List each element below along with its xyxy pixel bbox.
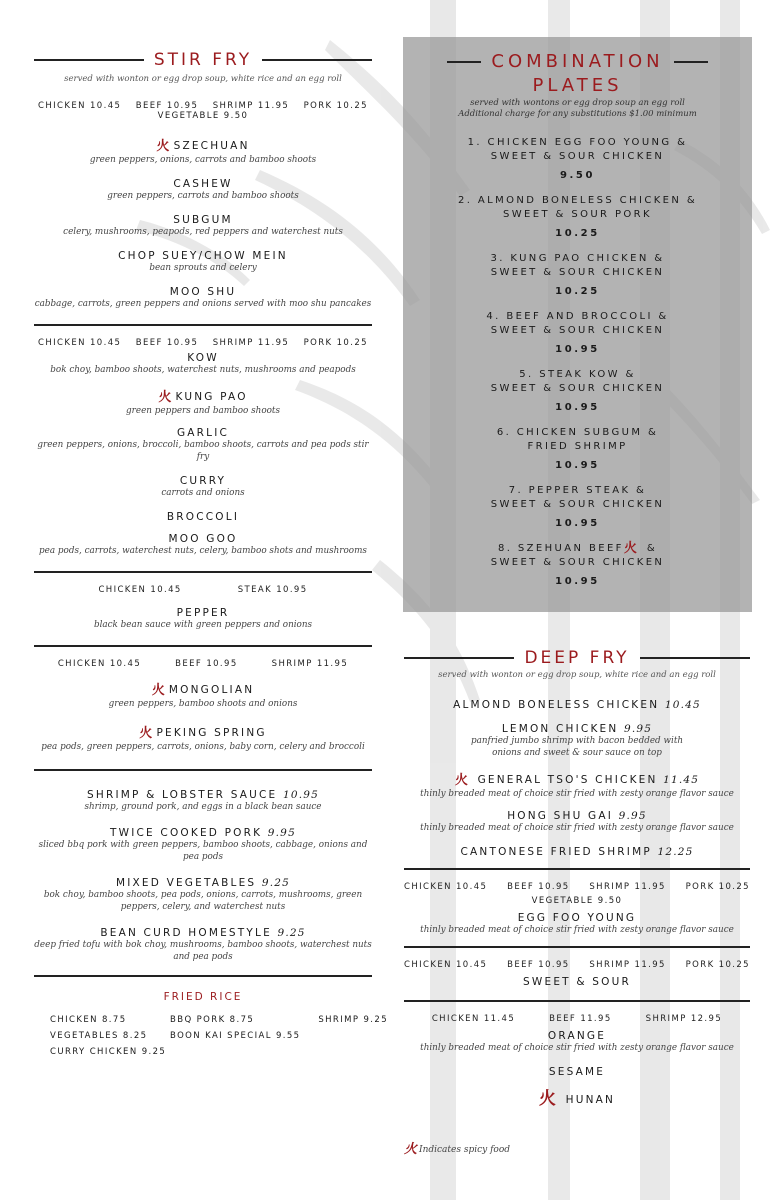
divider (404, 868, 750, 870)
price: BEEF 10.95 (507, 960, 570, 970)
price: CHICKEN 10.45 (38, 338, 122, 348)
item-desc: sliced bbq pork with green peppers, bamboo shoots, cabbage, onions and pea pods (38, 840, 368, 862)
item-name: HUNAN (565, 1094, 616, 1106)
price-row (404, 960, 750, 970)
menu-item (34, 178, 372, 202)
rule (447, 61, 481, 63)
footnote-text: Indicates spicy food (419, 1145, 511, 1155)
item-name: LEMON CHICKEN (501, 723, 619, 735)
price-row (34, 101, 372, 111)
spicy-icon: 火 (156, 139, 172, 154)
fried-rice-list (34, 1015, 388, 1057)
combo-price: 10.95 (555, 402, 600, 413)
combo-line: 8. SZEHUAN BEEF (497, 543, 624, 554)
menu-item (34, 533, 372, 557)
item-desc: black bean sauce with green peppers and onions (93, 620, 313, 630)
item-price: 10.95 (282, 789, 320, 801)
menu-item (34, 214, 372, 238)
divider (404, 1000, 750, 1002)
price: BEEF 10.95 (175, 659, 238, 669)
item-price: 9.25 (261, 877, 291, 889)
item-name: CURRY (179, 475, 227, 487)
combo-price: 10.25 (555, 286, 600, 297)
rule (262, 59, 372, 61)
spicy-icon: 火 (151, 683, 167, 698)
rule (404, 657, 514, 659)
item-name: GENERAL TSO'S CHICKEN (477, 774, 658, 786)
item-name: SZECHUAN (173, 140, 250, 152)
divider (34, 769, 372, 771)
item-name: PEPPER (176, 607, 230, 619)
price: SHRIMP 12.95 (645, 1014, 723, 1024)
item-desc: green peppers, onions, carrots and bamboo shoots (89, 155, 317, 165)
item-desc: carrots and onions (161, 488, 245, 498)
item-name: CHOP SUEY/CHOW MEIN (118, 250, 288, 262)
stir-fry-title: STIR FRY (153, 50, 253, 70)
menu-item (34, 475, 372, 499)
menu-item (34, 250, 372, 274)
list-item: CURRY CHICKEN 9.25 (50, 1047, 167, 1057)
rule (640, 657, 750, 659)
price: SHRIMP 11.95 (589, 960, 666, 970)
price: BEEF 10.95 (135, 338, 199, 348)
combination-title-line1: COMBINATION (491, 51, 664, 72)
menu-item (404, 810, 750, 834)
item-desc: thinly breaded meat of choice stir fried with zesty orange flavor sauce (420, 789, 734, 799)
spicy-icon: 火 (158, 390, 174, 405)
price: BEEF 10.95 (507, 882, 570, 892)
item-name: SWEET & SOUR (523, 976, 631, 988)
item-desc: pea pods, carrots, waterchest nuts, celery, bamboo shots and mushrooms (39, 546, 367, 556)
price: CHICKEN 10.45 (404, 882, 488, 892)
menu-item (404, 1084, 750, 1109)
item-name: ALMOND BONELESS CHICKEN (453, 699, 660, 711)
price: BEEF 10.95 (135, 101, 199, 111)
divider (34, 645, 372, 647)
menu-item (34, 511, 372, 523)
deep-fry-subtitle: served with wonton or egg drop soup, white rice and an egg roll (438, 670, 716, 680)
combo-line: 2. ALMOND BONELESS CHICKEN & (457, 195, 698, 206)
price: CHICKEN 10.45 (98, 585, 182, 595)
menu-item (34, 827, 372, 863)
menu-item (404, 912, 750, 936)
combo-line: 1. CHICKEN EGG FOO YOUNG & (467, 137, 688, 148)
item-desc: green peppers and bamboo shoots (126, 406, 280, 416)
price: SHRIMP 11.95 (271, 659, 349, 669)
combo-line: 5. STEAK KOW & (519, 369, 636, 380)
rule (674, 61, 708, 63)
deep-fry-title: DEEP FRY (524, 648, 630, 668)
combo-item (403, 310, 752, 355)
item-price: 12.25 (657, 846, 694, 858)
spicy-icon: 火 (404, 1142, 418, 1157)
price-row (404, 882, 750, 892)
divider (34, 324, 372, 326)
item-price: 11.45 (663, 774, 700, 786)
price-row (34, 338, 372, 348)
menu-item (34, 286, 372, 310)
menu-item (404, 976, 750, 988)
item-desc: thinly breaded meat of choice stir fried with zesty orange flavor sauce (420, 823, 734, 833)
item-price: 9.25 (277, 927, 306, 939)
menu-item (34, 427, 372, 463)
combination-subtitle: served with wontons or egg drop soup an egg roll (470, 98, 685, 108)
item-name: EGG FOO YOUNG (517, 912, 637, 924)
menu-item (404, 723, 750, 759)
combo-line: SWEET & SOUR CHICKEN (490, 267, 665, 278)
item-desc: cabbage, carrots, green peppers and onions served with moo shu pancakes (34, 299, 372, 309)
price: PORK 10.25 (303, 338, 368, 348)
spicy-icon: 火 (623, 541, 640, 556)
list-item: CHICKEN 8.75 (50, 1015, 127, 1025)
combo-item (403, 194, 752, 239)
combination-column (403, 50, 752, 587)
menu-item (34, 679, 372, 710)
combination-note: Additional charge for any substitutions $1.00 minimum (458, 109, 697, 119)
item-desc: bean sprouts and celery (149, 263, 257, 273)
price: VEGETABLE 9.50 (157, 111, 249, 121)
item-name: MONGOLIAN (168, 684, 255, 696)
item-desc: bok choy, bamboo shoots, pea pods, onions, carrots, mushrooms, green peppers, celery, and waterchest nuts (43, 890, 363, 912)
spicy-icon: 火 (139, 726, 155, 741)
combo-line: SWEET & SOUR CHICKEN (490, 151, 665, 162)
item-name: SESAME (548, 1066, 606, 1078)
combo-line: SWEET & SOUR CHICKEN (490, 499, 665, 510)
item-name: BEAN CURD HOMESTYLE (100, 927, 272, 939)
item-desc: green peppers, bamboo shoots and onions (108, 699, 298, 709)
list-item: BBQ PORK 8.75 (170, 1015, 255, 1025)
combo-line: 7. PEPPER STEAK & (508, 485, 647, 496)
price-row (34, 659, 372, 669)
item-name: SHRIMP & LOBSTER SAUCE (86, 789, 278, 801)
menu-item (34, 135, 372, 166)
menu-item (34, 386, 372, 417)
combo-item (403, 368, 752, 413)
item-name: ORANGE (547, 1030, 607, 1042)
menu-item (404, 769, 750, 800)
item-name: CANTONESE FRIED SHRIMP (460, 846, 652, 858)
price: CHICKEN 10.45 (404, 960, 488, 970)
item-desc: bok choy, bamboo shoots, waterchest nuts, mushrooms and peapods (50, 365, 356, 375)
price: PORK 10.25 (685, 960, 750, 970)
combo-price: 10.95 (555, 518, 600, 529)
combo-price: 10.95 (555, 576, 600, 587)
combo-line: 3. KUNG PAO CHICKEN & (490, 253, 665, 264)
item-name: GARLIC (176, 427, 230, 439)
price: SHRIMP 11.95 (212, 338, 290, 348)
combo-item (403, 542, 752, 587)
divider (34, 571, 372, 573)
item-desc: panfried jumbo shrimp with bacon bedded with onions and sweet & sour sauce on top (470, 736, 684, 758)
price: SHRIMP 11.95 (589, 882, 666, 892)
item-desc: thinly breaded meat of choice stir fried with zesty orange flavor sauce (420, 1043, 734, 1053)
price: PORK 10.25 (685, 882, 750, 892)
combo-line: & (646, 543, 658, 554)
item-name: PEKING SPRING (156, 727, 267, 739)
price: CHICKEN 11.45 (431, 1014, 516, 1024)
item-desc: green peppers, carrots and bamboo shoots (107, 191, 299, 201)
item-desc: celery, mushrooms, peapods, red peppers and waterchest nuts (63, 227, 343, 237)
combo-line: FRIED SHRIMP (527, 441, 628, 452)
fried-rice-title: FRIED RICE (163, 991, 243, 1003)
list-item: BOON KAI SPECIAL 9.55 (170, 1031, 301, 1041)
item-price: 10.45 (664, 699, 701, 711)
price: CHICKEN 10.45 (38, 101, 122, 111)
list-item: VEGETABLES 8.25 (50, 1031, 148, 1041)
spicy-icon: 火 (538, 1089, 559, 1109)
combo-item (403, 484, 752, 529)
combination-title-line2: PLATES (532, 75, 623, 96)
divider (404, 946, 750, 948)
combo-price: 10.95 (555, 344, 600, 355)
item-price: 9.95 (618, 810, 647, 822)
price: CHICKEN 10.45 (57, 659, 142, 669)
menu-item (34, 877, 372, 913)
combo-item (403, 426, 752, 471)
item-name: SUBGUM (173, 214, 233, 226)
price: STEAK 10.95 (237, 585, 308, 595)
menu-item (34, 722, 372, 753)
item-name: KUNG PAO (175, 391, 248, 403)
combo-price: 10.95 (555, 460, 600, 471)
stir-fry-subtitle: served with wonton or egg drop soup, white rice and an egg roll (64, 74, 342, 84)
spicy-footnote (404, 1138, 510, 1157)
spicy-icon: 火 (454, 773, 471, 788)
price-row (404, 1014, 750, 1024)
deep-fry-header (404, 648, 750, 668)
item-price: 9.95 (624, 723, 653, 735)
combo-line: SWEET & SOUR PORK (502, 209, 652, 220)
item-desc: green peppers, onions, broccoli, bamboo shoots, carrots and pea pods stir fry (37, 440, 369, 462)
item-name: KOW (187, 352, 219, 364)
menu-item (404, 846, 750, 858)
price: VEGETABLE 9.50 (531, 896, 623, 906)
item-name: MOO GOO (168, 533, 238, 545)
item-name: BROCCOLI (166, 511, 240, 523)
combo-price: 10.25 (555, 228, 600, 239)
combo-line: SWEET & SOUR CHICKEN (490, 557, 665, 568)
menu-item (34, 789, 372, 813)
deep-fry-column (404, 648, 750, 1109)
combo-item (403, 252, 752, 297)
item-desc: thinly breaded meat of choice stir fried with zesty orange flavor sauce (420, 925, 734, 935)
menu-item (34, 927, 372, 963)
combination-header (403, 50, 752, 74)
price: PORK 10.25 (303, 101, 368, 111)
price: SHRIMP 11.95 (212, 101, 290, 111)
menu-item (404, 1066, 750, 1078)
combo-line: SWEET & SOUR CHICKEN (490, 383, 665, 394)
combo-price: 9.50 (559, 170, 596, 181)
item-desc: pea pods, green peppers, carrots, onions, baby corn, celery and broccoli (41, 742, 365, 752)
item-desc: shrimp, ground pork, and eggs in a black bean sauce (84, 802, 322, 812)
price-row (34, 585, 372, 595)
item-name: TWICE COOKED PORK (110, 827, 263, 839)
price: BEEF 11.95 (549, 1014, 612, 1024)
combo-line: 6. CHICKEN SUBGUM & (496, 427, 659, 438)
item-desc: deep fried tofu with bok choy, mushrooms, bamboo shoots, waterchest nuts and pea pods (34, 940, 372, 962)
menu-item (34, 352, 372, 376)
stir-fry-column (34, 50, 388, 1057)
list-item (286, 1031, 388, 1041)
list-item: SHRIMP 9.25 (318, 1015, 388, 1025)
rule (34, 59, 144, 61)
menu-item (404, 1030, 750, 1054)
item-name: MOO SHU (169, 286, 237, 298)
combo-line: SWEET & SOUR CHICKEN (490, 325, 665, 336)
item-price: 9.95 (267, 827, 296, 839)
item-name: CASHEW (173, 178, 233, 190)
item-name: HONG SHU GAI (507, 810, 614, 822)
combo-item (403, 136, 752, 181)
divider (34, 975, 372, 977)
menu-item (404, 699, 750, 711)
stir-fry-header (34, 50, 372, 70)
item-name: MIXED VEGETABLES (115, 877, 257, 889)
menu-item (34, 607, 372, 631)
combo-line: 4. BEEF AND BROCCOLI & (486, 311, 669, 322)
